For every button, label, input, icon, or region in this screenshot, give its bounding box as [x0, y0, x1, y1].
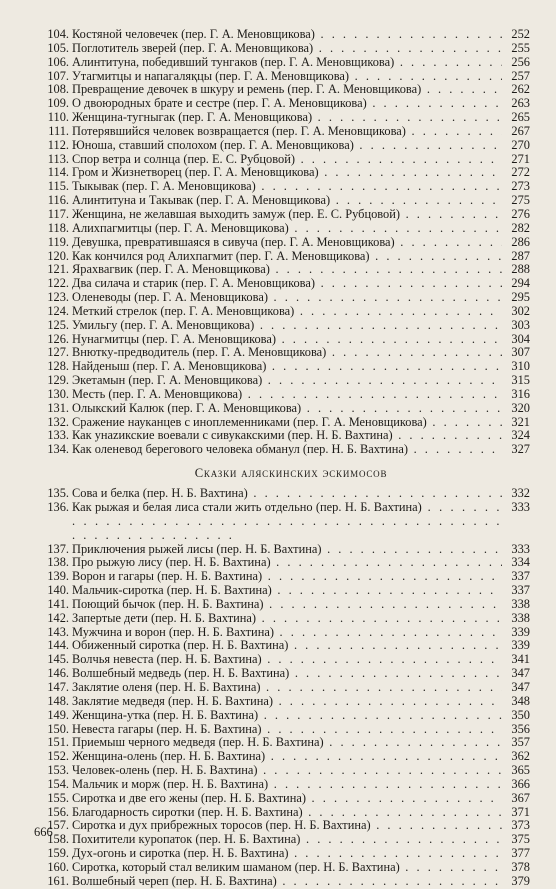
toc-entry [32, 360, 530, 374]
entry-page-number: 302 [511, 303, 530, 318]
entry-page-number: 350 [511, 707, 530, 722]
entry-number: 123. [47, 290, 69, 305]
entry-page-number: 337 [511, 583, 530, 598]
entry-title: Обиженный сиротка (пер. Н. Б. Вахтина) . . . [72, 639, 502, 653]
entry-number: 154. [47, 776, 69, 791]
entry-page-number: 316 [511, 386, 530, 401]
entry-number: 138. [47, 555, 69, 570]
entry-number: 129. [47, 373, 69, 388]
toc-entry [32, 291, 530, 305]
toc-entry [32, 681, 530, 695]
entry-title: Внютку-предводитель (пер. Г. А. Меновщикова) . . . [72, 346, 502, 360]
entry-number: 130. [47, 386, 69, 401]
entry-number: 120. [47, 248, 69, 263]
entry-number: 143. [47, 624, 69, 639]
toc-entry [32, 139, 530, 153]
toc-entry [32, 319, 530, 333]
toc-entry [32, 861, 530, 875]
entry-page-number: 334 [511, 555, 530, 570]
entry-number: 142. [47, 610, 69, 625]
toc-entry [32, 639, 530, 653]
entry-number: 105. [47, 40, 69, 55]
entry-page-number: 263 [511, 96, 530, 111]
entry-title: Юноша, ставший сполохом (пер. Г. А. Меновщикова) . . . [72, 139, 502, 153]
entry-page-number: 362 [511, 749, 530, 764]
entry-title: Потерявшийся человек возвращается (пер. Г. А. Меновщикова) . . . [72, 125, 502, 139]
entry-number: 161. [47, 873, 69, 888]
toc-entry [32, 222, 530, 236]
entry-page-number: 377 [511, 846, 530, 861]
entry-number: 150. [47, 721, 69, 736]
entry-page-number: 295 [511, 290, 530, 305]
entry-page-number: 273 [511, 179, 530, 194]
toc-entry [32, 56, 530, 70]
entry-number: 114. [47, 165, 69, 180]
entry-page-number: 282 [511, 220, 530, 235]
entry-number: 127. [47, 345, 69, 360]
page-number: 666 [34, 825, 53, 839]
entry-title: Заклятие оленя (пер. Н. Б. Вахтина) . . . [72, 681, 502, 695]
entry-page-number: 262 [511, 82, 530, 97]
toc-entry [32, 487, 530, 501]
toc-entry [32, 125, 530, 139]
entry-number: 145. [47, 652, 69, 667]
toc-entry [32, 236, 530, 250]
entry-title: Женщина-олень (пер. Н. Б. Вахтина) . . . [72, 750, 502, 764]
entry-title: Гром и Жизнетворец (пер. Г. А. Меновщикова) . . . [72, 166, 502, 180]
entry-title: Благодарность сиротки (пер. Н. Б. Вахтина) . . . [72, 806, 502, 820]
entry-page-number: 367 [511, 790, 530, 805]
toc-entry [32, 764, 530, 778]
entry-title: Найденыш (пер. Г. А. Меновщикова) . . . [72, 360, 502, 374]
entry-number: 135. [47, 486, 69, 501]
entry-page-number: 288 [511, 262, 530, 277]
entry-page-number: 310 [511, 359, 530, 374]
entry-title: Как оленевод берегового человека обманул (пер. Н. Б. Вахтина) . . . [72, 443, 502, 457]
entry-number: 117. [47, 206, 69, 221]
entry-number: 151. [47, 735, 69, 750]
toc-entry [32, 429, 530, 443]
entry-title: Два силача и старик (пер. Г. А. Меновщикова) . . . [72, 277, 502, 291]
entry-title: Женщина-утка (пер. Н. Б. Вахтина) . . . [72, 709, 502, 723]
toc-entry [32, 847, 530, 861]
entry-title: Мальчик и морж (пер. Н. Б. Вахтина) . . . [72, 778, 502, 792]
toc-entry [32, 833, 530, 847]
toc-entry [32, 305, 530, 319]
entry-title: Женщина-тугныгак (пер. Г. А. Меновщикова) . . . [72, 111, 502, 125]
entry-title: Оленеводы (пер. Г. А. Меновщикова) . . . [72, 291, 502, 305]
entry-page-number: 270 [511, 137, 530, 152]
toc-entry [32, 333, 530, 347]
entry-page-number: 338 [511, 610, 530, 625]
entry-number: 107. [47, 68, 69, 83]
entry-title: Тыкывак (пер. Г. А. Меновщикова) . . . [72, 180, 502, 194]
entry-page-number: 333 [511, 541, 530, 556]
entry-number: 109. [47, 96, 69, 111]
entry-page-number: 378 [511, 859, 530, 874]
entry-number: 128. [47, 359, 69, 374]
entry-page-number: 339 [511, 624, 530, 639]
entry-number: 121. [47, 262, 69, 277]
entry-page-number: 276 [511, 206, 530, 221]
entry-title: Похитители куропаток (пер. Н. Б. Вахтина) . . . [72, 833, 502, 847]
entry-title: Волшебный череп (пер. Н. Б. Вахтина) . . . [72, 875, 502, 889]
entry-title: Приключения рыжей лисы (пер. Н. Б. Вахтина) . . . [72, 543, 502, 557]
toc-entry [32, 416, 530, 430]
entry-page-number: 315 [511, 373, 530, 388]
entry-title: Алинтитуна и Такывак (пер. Г. А. Меновщикова) . . . [72, 194, 502, 208]
entry-page-number: 304 [511, 331, 530, 346]
toc-entry [32, 346, 530, 360]
entry-title: Женщина, не желавшая выходить замуж (пер. Е. С. Рубцовой) . . . [72, 208, 502, 222]
entry-title: Запертые дети (пер. Н. Б. Вахтина) . . . [72, 612, 502, 626]
entry-number: 153. [47, 763, 69, 778]
toc-entry [32, 83, 530, 97]
entry-number: 158. [47, 832, 69, 847]
entry-page-number: 365 [511, 763, 530, 778]
entry-number: 132. [47, 414, 69, 429]
entry-number: 149. [47, 707, 69, 722]
table-of-contents [32, 28, 530, 889]
entry-page-number: 347 [511, 666, 530, 681]
entry-title: Ярахвагвик (пер. Г. А. Меновщикова) . . . [72, 263, 502, 277]
toc-entry [32, 556, 530, 570]
toc-entry [32, 180, 530, 194]
entry-title: Заклятие медведя (пер. Н. Б. Вахтина) . . . [72, 695, 502, 709]
toc-entry [32, 584, 530, 598]
entry-title: Сиротка и две его жены (пер. Н. Б. Вахтина) . . . [72, 792, 502, 806]
toc-entry [32, 111, 530, 125]
entry-title: Человек-олень (пер. Н. Б. Вахтина) . . . [72, 764, 502, 778]
toc-entry [32, 819, 530, 833]
entry-title: Мужчина и ворон (пер. Н. Б. Вахтина) . . . [72, 626, 502, 640]
entry-title: Девушка, превратившаяся в сивуча (пер. Г. А. Меновщикова) . . . [72, 236, 502, 250]
entry-page-number: 272 [511, 165, 530, 180]
entry-number: 115. [47, 179, 69, 194]
entry-page-number: 287 [511, 248, 530, 263]
entry-number: 139. [47, 569, 69, 584]
entry-title: Ворон и гагары (пер. Н. Б. Вахтина) . . . [72, 570, 502, 584]
entry-title: Меткий стрелок (пер. Г. А. Меновщикова) . . . [72, 305, 502, 319]
toc-entry [32, 250, 530, 264]
entry-number: 116. [47, 193, 69, 208]
entry-title: Как унazикские воевали с сивукакскими (пер. Н. Б. Вахтина) . . . [72, 429, 502, 443]
toc-entry [32, 736, 530, 750]
entry-title: Невеста гагары (пер. Н. Б. Вахтина) . . . [72, 723, 502, 737]
entry-page-number: 256 [511, 54, 530, 69]
toc-entry [32, 598, 530, 612]
toc-list-bottom [32, 487, 530, 888]
entry-page-number: 333 [511, 500, 530, 514]
entry-number: 122. [47, 276, 69, 291]
entry-title: О двоюродных брате и сестре (пер. Г. А. Меновщикова) . . . [72, 97, 502, 111]
entry-number: 155. [47, 790, 69, 805]
entry-number: 156. [47, 804, 69, 819]
entry-number: 125. [47, 317, 69, 332]
entry-number: 106. [47, 54, 69, 69]
entry-title: Сражение науканцев с иноплеменниками (пер. Г. А. Меновщикова) . . . [72, 416, 502, 430]
toc-entry [32, 750, 530, 764]
entry-number: 113. [47, 151, 69, 166]
entry-page-number: 375 [511, 832, 530, 847]
toc-entry [32, 70, 530, 84]
entry-title: Приемыш черного медведя (пер. Н. Б. Вахтина) . . . [72, 736, 502, 750]
entry-number: 133. [47, 428, 69, 443]
toc-entry [32, 723, 530, 737]
entry-number: 110. [47, 110, 69, 125]
entry-page-number: 339 [511, 638, 530, 653]
toc-entry [32, 626, 530, 640]
toc-entry [32, 28, 530, 42]
entry-page-number: 337 [511, 569, 530, 584]
toc-entry [32, 667, 530, 681]
entry-page-number: 321 [511, 414, 530, 429]
entry-number: 136. [47, 500, 69, 514]
entry-title: Превращение девочек в шкуру и ремень (пер. Г. А. Меновщикова) . . . [72, 83, 502, 97]
toc-entry [32, 97, 530, 111]
entry-page-number: 357 [511, 735, 530, 750]
entry-page-number: 324 [511, 428, 530, 443]
toc-entry [32, 208, 530, 222]
toc-entry [32, 709, 530, 723]
entry-title: Про рыжую лису (пер. Н. Б. Вахтина) . . . [72, 556, 502, 570]
entry-page-number: 373 [511, 818, 530, 833]
entry-title: Олыкский Калюк (пер. Г. А. Меновщикова) . . . [72, 402, 502, 416]
toc-entry [32, 612, 530, 626]
entry-number: 160. [47, 859, 69, 874]
entry-title: Поглотитель зверей (пер. Г. А. Меновщикова) . . . [72, 42, 502, 56]
toc-entry [32, 792, 530, 806]
toc-entry [32, 543, 530, 557]
entry-title: Мальчик-сиротка (пер. Н. Б. Вахтина) . . . [72, 584, 502, 598]
entry-title: Поющий бычок (пер. Н. Б. Вахтина) . . . [72, 598, 502, 612]
entry-number: 137. [47, 541, 69, 556]
entry-page-number: 307 [511, 345, 530, 360]
entry-page-number: 366 [511, 776, 530, 791]
toc-list-top [32, 28, 530, 457]
entry-number: 124. [47, 303, 69, 318]
entry-title: Как рыжая и белая лиса стали жить отдельно (пер. Н. Б. Вахтина) . . . [72, 501, 502, 543]
entry-page-number: 252 [511, 27, 530, 41]
entry-title: Сиротка и дух прибрежных торосов (пер. Н. Б. Вахтина) . . . [72, 819, 502, 833]
entry-number: 111. [48, 123, 69, 138]
entry-number: 126. [47, 331, 69, 346]
entry-page-number: 265 [511, 110, 530, 125]
toc-entry [32, 443, 530, 457]
entry-page-number: 327 [511, 442, 530, 457]
entry-title: Волчья невеста (пер. Н. Б. Вахтина) . . . [72, 653, 502, 667]
section-heading: Сказки аляскинских эскимосов [194, 466, 388, 481]
entry-page-number: 255 [511, 40, 530, 55]
toc-entry [32, 388, 530, 402]
entry-title: Умильгу (пер. Г. А. Меновщикова) . . . [72, 319, 502, 333]
entry-number: 140. [47, 583, 69, 598]
toc-entry [32, 501, 530, 543]
entry-title: Алихпагмитцы (пер. Г. А. Меновщикова) . . . [72, 222, 502, 236]
toc-entry [32, 263, 530, 277]
toc-entry [32, 695, 530, 709]
entry-page-number: 338 [511, 596, 530, 611]
toc-entry [32, 778, 530, 792]
entry-number: 134. [47, 442, 69, 457]
entry-number: 146. [47, 666, 69, 681]
entry-page-number: 267 [511, 123, 530, 138]
toc-entry [32, 806, 530, 820]
entry-number: 148. [47, 693, 69, 708]
entry-title: Как кончился род Алихпагмит (пер. Г. А. Меновщикова) . . . [72, 250, 502, 264]
entry-title: Месть (пер. Г. А. Меновщикова) . . . [72, 388, 502, 402]
entry-page-number: 371 [511, 804, 530, 819]
entry-title: Нунагмитцы (пер. Г. А. Меновщикова) . . . [72, 333, 502, 347]
toc-entry [32, 374, 530, 388]
entry-title: Алинтитуна, победивший тунгаков (пер. Г. А. Меновщикова) . . . [72, 56, 502, 70]
entry-number: 141. [47, 596, 69, 611]
entry-title: Сиротка, который стал великим шаманом (пер. Н. Б. Вахтина) . . . [72, 861, 502, 875]
toc-entry [32, 402, 530, 416]
entry-page-number: 271 [511, 151, 530, 166]
entry-page-number: 379 [511, 873, 530, 888]
entry-number: 144. [47, 638, 69, 653]
entry-number: 152. [47, 749, 69, 764]
entry-title: Костяной человечек (пер. Г. А. Меновщикова) . . . [72, 28, 502, 42]
entry-number: 159. [47, 846, 69, 861]
entry-title: Дух-огонь и сиротка (пер. Н. Б. Вахтина) . . . [72, 847, 502, 861]
entry-number: 108. [47, 82, 69, 97]
entry-page-number: 257 [511, 68, 530, 83]
entry-page-number: 294 [511, 276, 530, 291]
entry-title: Волшебный медведь (пер. Н. Б. Вахтина) . . . [72, 667, 502, 681]
toc-entry [32, 570, 530, 584]
entry-title: Утагмитцы и напагаляқцы (пер. Г. А. Меновщикова) . . . [72, 70, 502, 84]
entry-number: 131. [47, 400, 69, 415]
entry-number: 147. [47, 679, 69, 694]
toc-entry [32, 653, 530, 667]
entry-page-number: 341 [511, 652, 530, 667]
entry-number: 119. [47, 234, 69, 249]
toc-entry [32, 277, 530, 291]
toc-entry [32, 166, 530, 180]
entry-title: Экетамын (пер. Г. А. Меновщикова) . . . [72, 374, 502, 388]
entry-number: 104. [47, 27, 69, 41]
entry-page-number: 303 [511, 317, 530, 332]
toc-entry [32, 42, 530, 56]
entry-number: 157. [47, 818, 69, 833]
entry-title: Сова и белка (пер. Н. Б. Вахтина) . . . [72, 487, 502, 501]
entry-page-number: 320 [511, 400, 530, 415]
entry-page-number: 332 [511, 486, 530, 501]
toc-entry [32, 153, 530, 167]
entry-page-number: 286 [511, 234, 530, 249]
entry-page-number: 275 [511, 193, 530, 208]
entry-page-number: 356 [511, 721, 530, 736]
entry-page-number: 347 [511, 679, 530, 694]
entry-title: Спор ветра и солнца (пер. Е. С. Рубцовой) . . . [72, 153, 502, 167]
entry-number: 118. [47, 220, 69, 235]
entry-number: 112. [47, 137, 69, 152]
toc-entry [32, 194, 530, 208]
entry-page-number: 348 [511, 693, 530, 708]
toc-entry [32, 875, 530, 889]
